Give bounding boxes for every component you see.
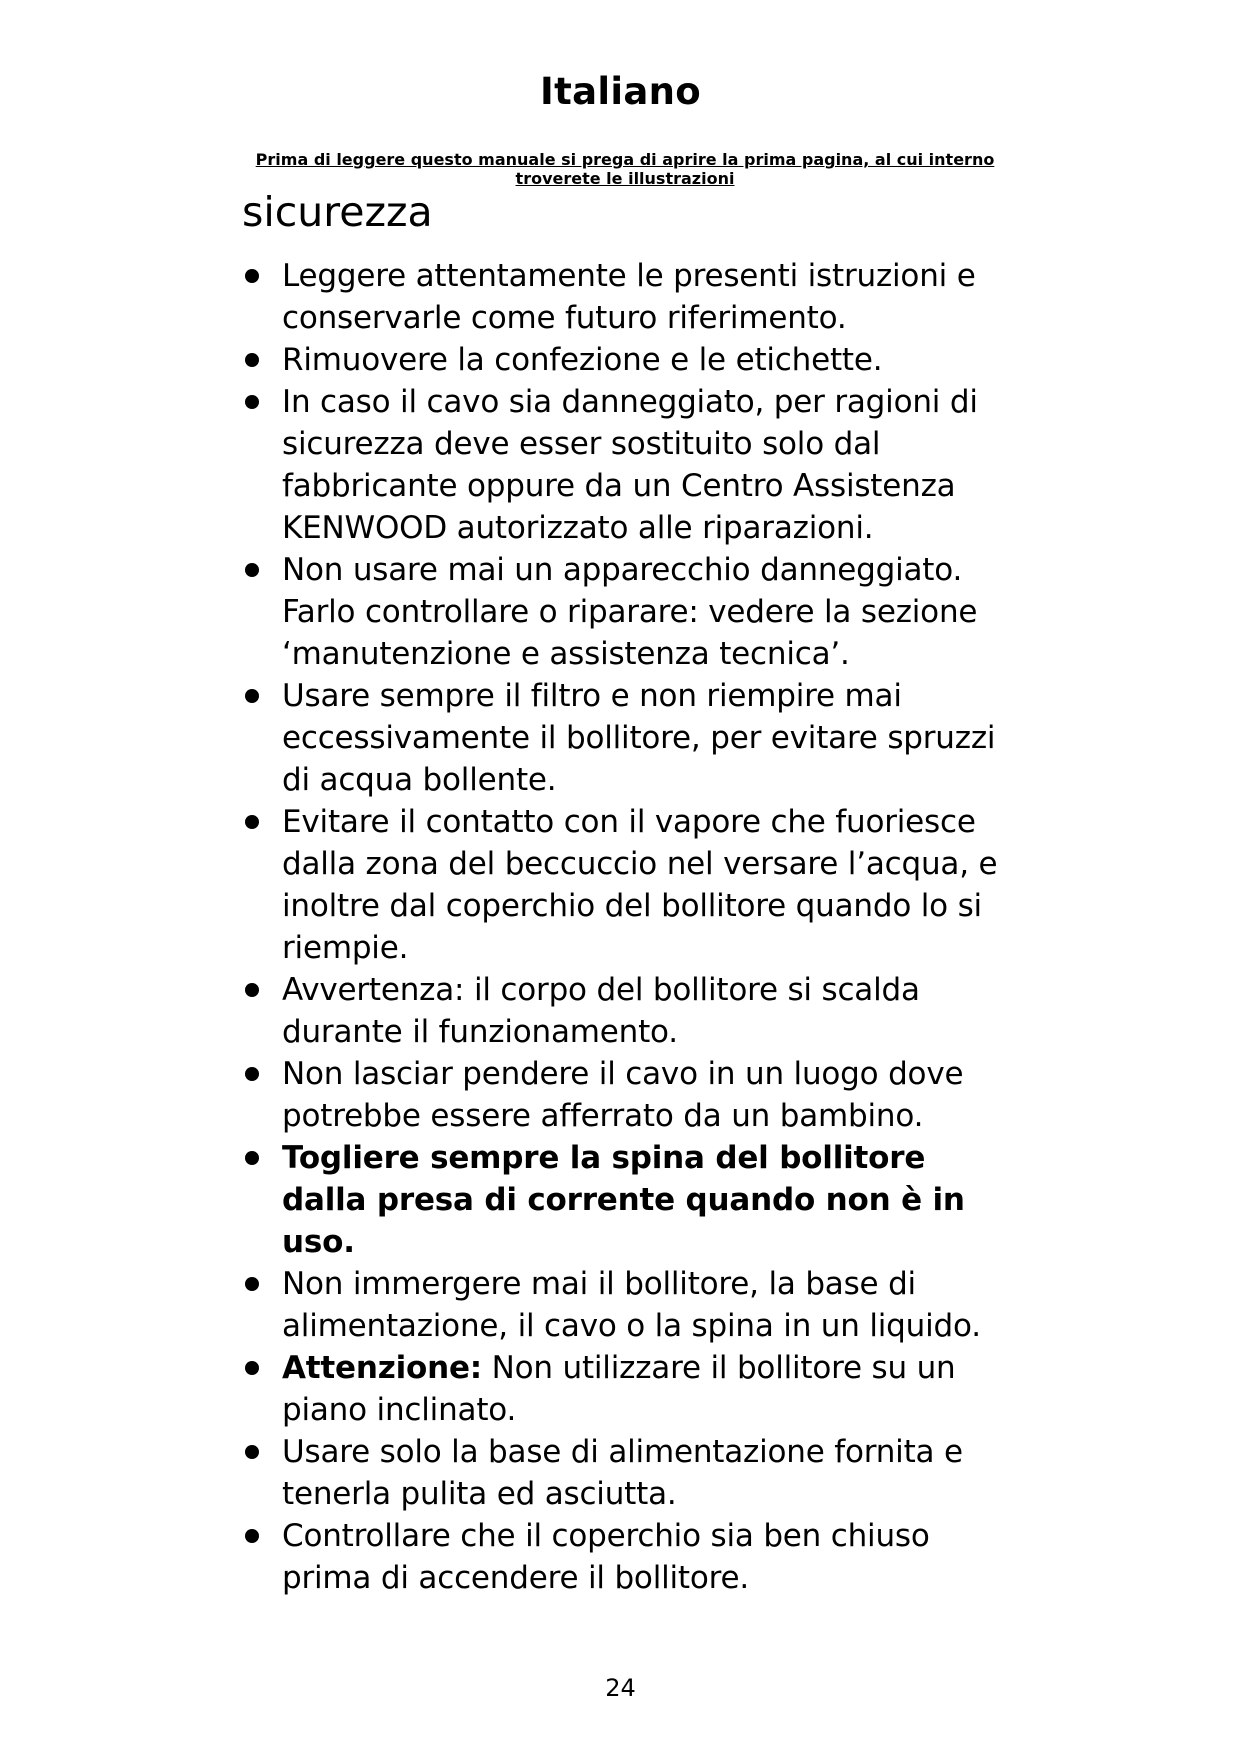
- attention-label: Attenzione:: [282, 1350, 482, 1386]
- bullet-icon: [245, 353, 259, 367]
- page-number: 24: [605, 1674, 636, 1702]
- list-item-warning: [242, 1137, 1012, 1263]
- list-item: [242, 339, 1012, 381]
- list-item: [242, 969, 1012, 1053]
- list-item-text: Togliere sempre la spina del bollitore dalla presa di corrente quando non è in uso.: [282, 1140, 965, 1260]
- bullet-icon: [245, 563, 259, 577]
- list-item-text: Avvertenza: il corpo del bollitore si scalda durante il funzionamento.: [282, 972, 920, 1050]
- list-item-text: Non lasciar pendere il cavo in un luogo dove potrebbe essere afferrato da un bambino.: [282, 1056, 964, 1134]
- safety-list: [242, 255, 1012, 1599]
- bullet-icon: [245, 1529, 259, 1543]
- list-item: [242, 1263, 1012, 1347]
- bullet-icon: [245, 1445, 259, 1459]
- list-item: [242, 675, 1012, 801]
- bullet-icon: [245, 1361, 259, 1375]
- list-item-text: In caso il cavo sia danneggiato, per ragioni di sicurezza deve esser sostituito solo dal fabbricante oppure da un Centro Assistenza KENWOOD autorizzato alle riparazioni.: [282, 384, 978, 546]
- section-heading: sicurezza: [242, 188, 433, 236]
- list-item: [242, 1053, 1012, 1137]
- bullet-icon: [245, 689, 259, 703]
- list-item-text: Rimuovere la confezione e le etichette.: [282, 342, 883, 378]
- list-item-text: Evitare il contatto con il vapore che fuoriesce dalla zona del beccuccio nel versare l’acqua, e inoltre dal coperchio del bollitore quando lo si riempie.: [282, 804, 998, 966]
- list-item: [242, 549, 1012, 675]
- bullet-icon: [245, 1067, 259, 1081]
- bullet-icon: [245, 815, 259, 829]
- list-item: [242, 1431, 1012, 1515]
- list-item: [242, 1347, 1012, 1431]
- list-item-text: Usare sempre il filtro e non riempire mai eccessivamente il bollitore, per evitare spruzzi di acqua bollente.: [282, 678, 996, 798]
- language-title: Italiano: [540, 70, 701, 113]
- list-item-text: Non utilizzare il bollitore su un piano inclinato.: [282, 1350, 956, 1428]
- bullet-icon: [245, 983, 259, 997]
- list-item-text: Non immergere mai il bollitore, la base di alimentazione, il cavo o la spina in un liquido.: [282, 1266, 981, 1344]
- list-item-text: Controllare che il coperchio sia ben chiuso prima di accendere il bollitore.: [282, 1518, 930, 1596]
- bullet-icon: [245, 1277, 259, 1291]
- list-item-text: Usare solo la base di alimentazione fornita e tenerla pulita ed asciutta.: [282, 1434, 963, 1512]
- list-item: [242, 381, 1012, 549]
- intro-note: Prima di leggere questo manuale si prega di aprire la prima pagina, al cui interno troverete le illustrazioni: [255, 150, 995, 188]
- list-item: [242, 255, 1012, 339]
- list-item-text: Leggere attentamente le presenti istruzioni e conservarle come futuro riferimento.: [282, 258, 976, 336]
- list-item: [242, 1515, 1012, 1599]
- bullet-icon: [245, 1151, 259, 1165]
- bullet-icon: [245, 269, 259, 283]
- list-item-text: Non usare mai un apparecchio danneggiato. Farlo controllare o riparare: vedere la sezione ‘manutenzione e assistenza tecnica’.: [282, 552, 978, 672]
- list-item: [242, 801, 1012, 969]
- bullet-icon: [245, 395, 259, 409]
